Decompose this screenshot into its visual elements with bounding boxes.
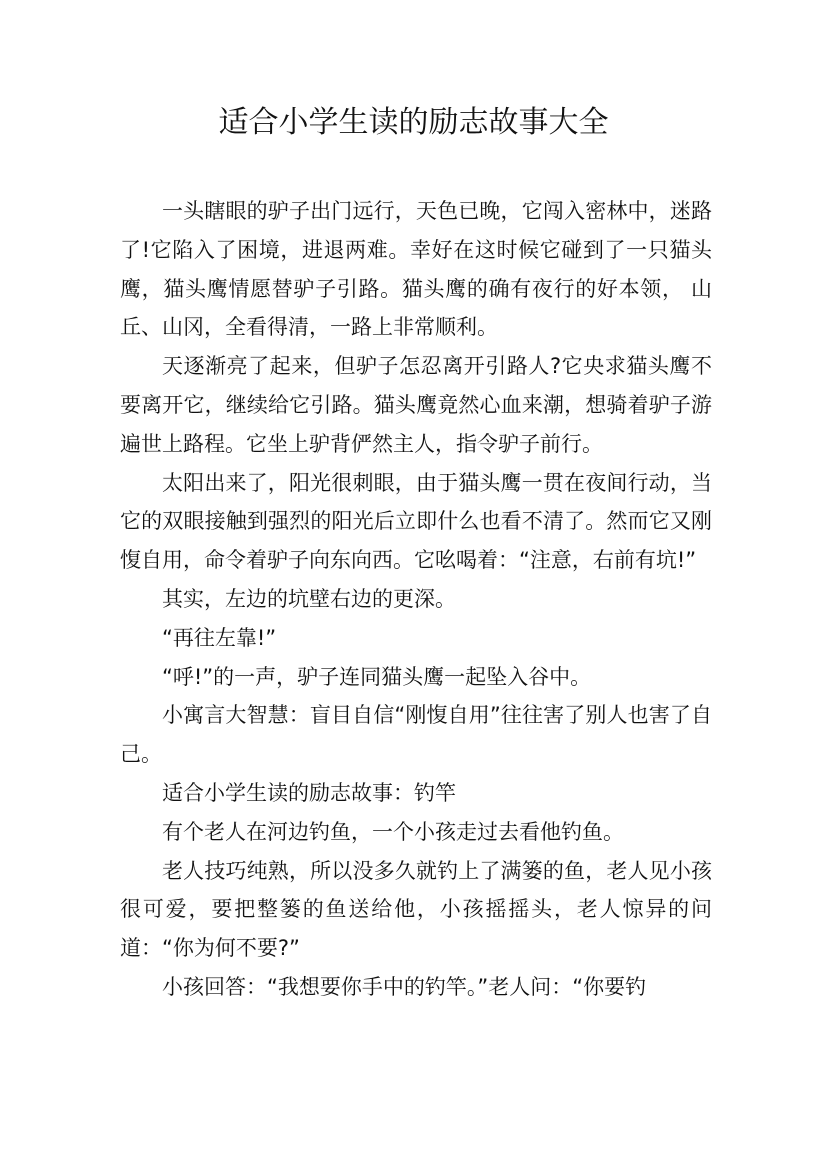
paragraph: 一头瞎眼的驴子出门远行，天色已晚，它闯入密林中，迷路了!它陷入了困境，进退两难。幸好在这时候它碰到了一只猫头鹰，猫头鹰情愿替驴子引路。猫头鹰的确有夜行的好本领， 山丘、山冈，全看得清，一路上非常顺利。: [120, 199, 712, 340]
paragraph: 天逐渐亮了起来，但驴子怎忍离开引路人?它央求猫头鹰不要离开它，继续给它引路。猫头鹰竟然心血来潮，想骑着驴子游遍世上路程。它坐上驴背俨然主人，指令驴子前行。: [120, 354, 712, 456]
paragraph: 其实，左边的坑壁右边的更深。: [162, 586, 456, 611]
document-body: [120, 192, 712, 1007]
paragraph: “呼!”的一声，驴子连同猫头鹰一起坠入谷中。: [162, 664, 592, 689]
paragraph: “再往左靠!”: [162, 625, 277, 650]
document-title: 适合小学生读的励志故事大全: [218, 105, 609, 140]
paragraph: 太阳出来了，阳光很刺眼，由于猫头鹰一贯在夜间行动，当它的双眼接触到强烈的阳光后立即什么也看不清了。然而它又刚愎自用，命令着驴子向东向西。它吆喝着：“注意，右前有坑!”: [120, 470, 712, 573]
paragraph: 小孩回答：“我想要你手中的钓竿。”老人问：“你要钓: [162, 974, 647, 999]
paragraph: 老人技巧纯熟，所以没多久就钓上了满篓的鱼，老人见小孩很可爱，要把整篓的鱼送给他，小孩摇摇头，老人惊异的问道：“你为何不要?”: [120, 858, 712, 961]
paragraph: 有个老人在河边钓鱼，一个小孩走过去看他钓鱼。: [162, 819, 624, 844]
paragraph: 小寓言大智慧：盲目自信“刚愎自用”往往害了别人也害了自己。: [120, 703, 712, 767]
section-heading: 适合小学生读的励志故事：钓竿: [162, 780, 456, 805]
